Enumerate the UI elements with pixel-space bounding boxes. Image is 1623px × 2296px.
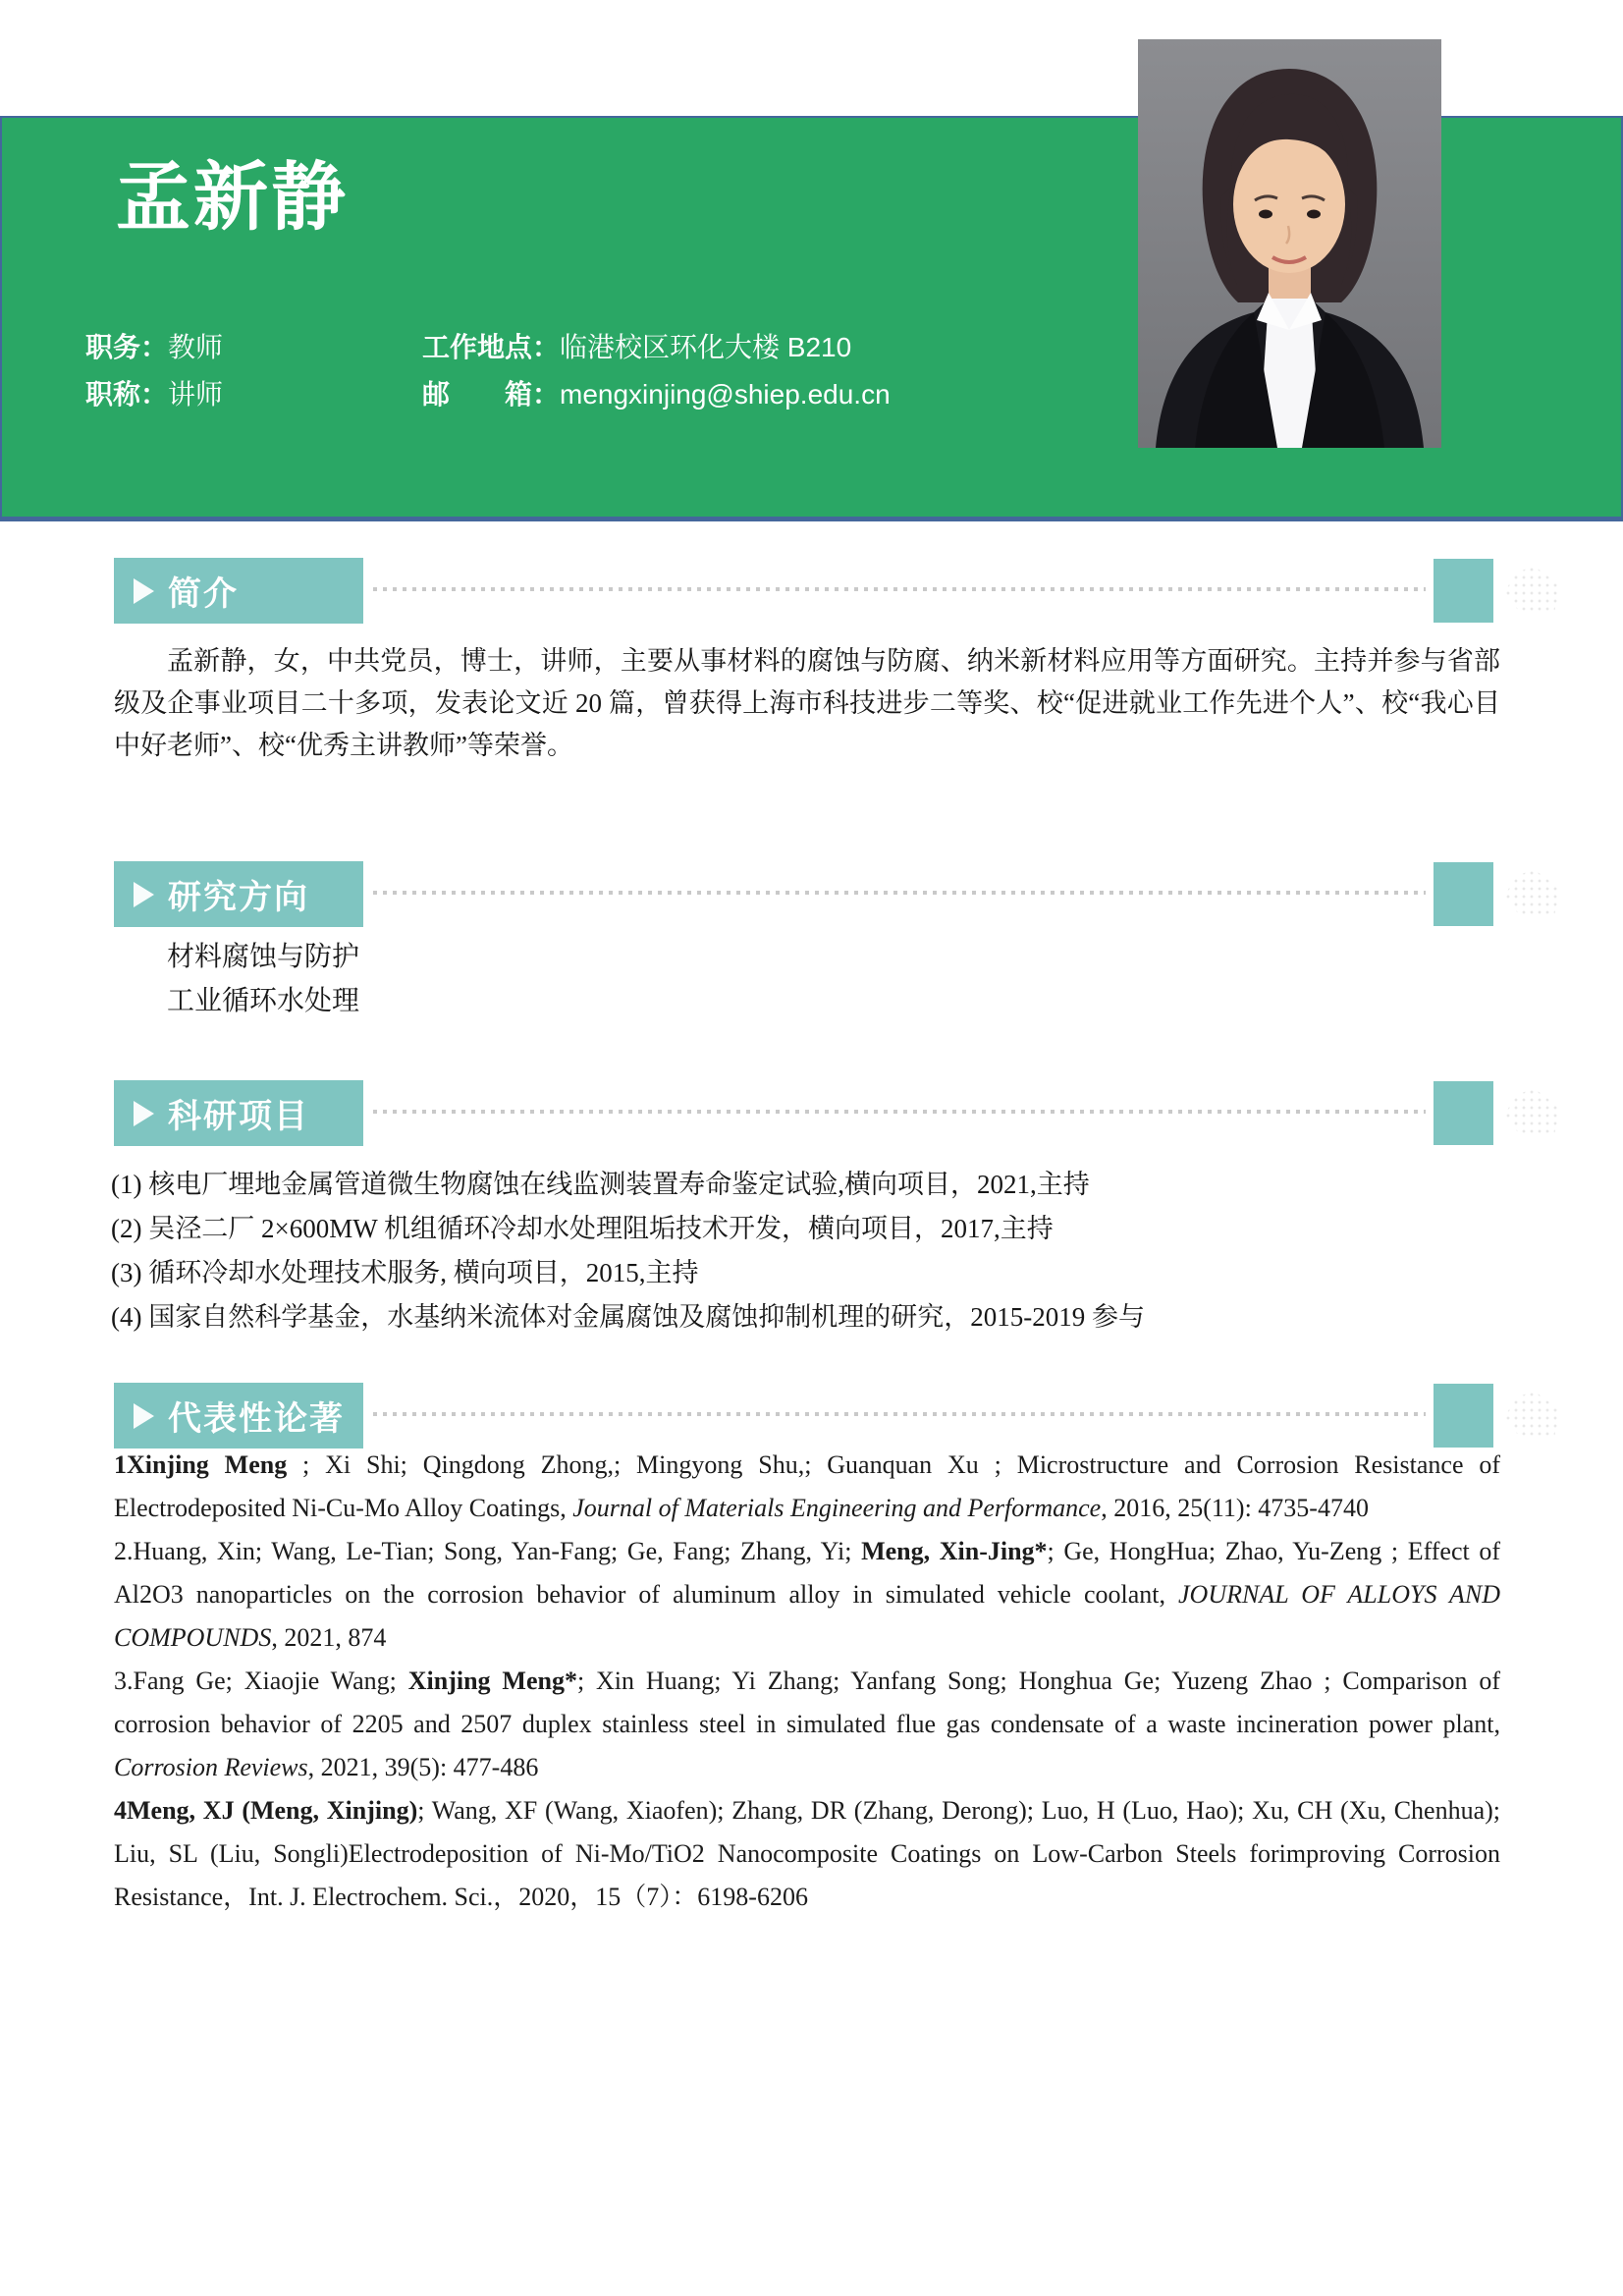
section-title-box-intro	[114, 558, 363, 624]
dotted-leader	[373, 587, 1426, 591]
field-rank-value: 讲师	[168, 379, 224, 410]
author-name-highlight: Xinjing Meng*	[407, 1667, 577, 1695]
project-item: (1) 核电厂埋地金属管道微生物腐蚀在线监测装置寿命鉴定试验,横向项目，2021,主持	[111, 1170, 1090, 1199]
journal-name: Journal of Materials Engineering and Performance	[572, 1494, 1102, 1522]
triangle-bullet-icon	[134, 578, 154, 604]
section-accent-square	[1434, 559, 1493, 623]
publication-entry	[114, 1530, 1500, 1660]
section-header-intro	[0, 558, 1623, 624]
project-item: (3) 循环冷却水处理技术服务, 横向项目，2015,主持	[111, 1258, 699, 1287]
publication-text: ; Wang, XF (Wang, Xiaofen); Zhang, DR (Zhang, Derong); Luo, H (Luo, Hao); Xu, CH (Xu, Chenhua); Liu, SL (Liu, Songli)Electrodeposition of Ni-Mo/TiO2 Nanocomposite Coatings on Low-Carbon Steels forimproving Corrosion Resistance，Int. J. Electrochem. Sci.，2020，15（7）：6198-6206	[114, 1796, 1500, 1911]
section-title-projects: 科研项目	[168, 1098, 309, 1135]
field-rank-label: 职称：	[85, 379, 169, 410]
triangle-bullet-icon	[134, 1101, 154, 1126]
journal-name: JOURNAL OF ALLOYS AND COMPOUNDS	[114, 1580, 1500, 1652]
field-office-value: 临港校区环化大楼 B210	[560, 332, 852, 362]
research-direction-item: 材料腐蚀与防护	[167, 942, 360, 972]
field-office-label: 工作地点：	[422, 332, 561, 362]
publication-list	[114, 1444, 1500, 1919]
publication-text: , 2021, 874	[271, 1623, 387, 1652]
author-name-highlight: Meng, Xin-Jing*	[861, 1537, 1048, 1565]
page-title: 孟新静	[116, 156, 349, 240]
project-item: (4) 国家自然科学基金，水基纳米流体对金属腐蚀及腐蚀抑制机理的研究，2015-2019 参与	[111, 1302, 1145, 1332]
dotted-leader	[373, 1412, 1426, 1416]
section-header-research	[0, 861, 1623, 927]
publication-text: 2.Huang, Xin; Wang, Le-Tian; Song, Yan-Fang; Ge, Fang; Zhang, Yi;	[114, 1537, 862, 1565]
dotted-leader	[373, 891, 1426, 895]
dotted-leader	[373, 1110, 1426, 1114]
section-accent-square	[1434, 1081, 1493, 1145]
field-rank	[85, 378, 223, 411]
publication-text: ; Ge, HongHua; Zhao, Yu-Zeng ; Effect of Al2O3 nanoparticles on the corrosion behavior of aluminum alloy in simulated vehicle coolant,	[114, 1537, 1500, 1609]
field-email-label: 邮 箱：	[422, 379, 561, 410]
field-email	[422, 378, 891, 411]
author-name-highlight: 1Xinjing Meng	[114, 1450, 288, 1479]
publication-entry	[114, 1789, 1500, 1919]
project-item: (2) 吴泾二厂 2×600MW 机组循环冷却水处理阻垢技术开发，横向项目，2017,主持	[111, 1214, 1054, 1243]
journal-name: Corrosion Reviews	[114, 1753, 308, 1781]
watermark-speckle-icon	[1504, 869, 1563, 918]
research-direction-item: 工业循环水处理	[167, 986, 360, 1016]
section-accent-square	[1434, 862, 1493, 926]
section-header-projects	[0, 1080, 1623, 1146]
project-list	[111, 1163, 1145, 1339]
field-position-value: 教师	[168, 332, 224, 362]
field-position	[85, 331, 223, 364]
section-accent-square	[1434, 1384, 1493, 1448]
profile-photo	[1138, 39, 1441, 448]
author-name-highlight: 4Meng, XJ (Meng, Xinjing)	[114, 1796, 418, 1825]
watermark-speckle-icon	[1504, 1391, 1563, 1440]
publication-text: ; Xin Huang; Yi Zhang; Yanfang Song; Honghua Ge; Yuzeng Zhao ; Comparison of corrosion behavior of 2205 and 2507 duplex stainless steel in simulated flue gas condensate of a waste incineration power plant,	[114, 1667, 1500, 1738]
triangle-bullet-icon	[134, 1403, 154, 1429]
publication-text: , 2021, 39(5): 477-486	[307, 1753, 539, 1781]
intro-paragraph: 孟新静，女，中共党员，博士，讲师，主要从事材料的腐蚀与防腐、纳米新材料应用等方面研究。主持并参与省部级及企事业项目二十多项，发表论文近 20 篇，曾获得上海市科技进步二等奖、校“促进就业工作先进个人”、校“我心目中好老师”、校“优秀主讲教师”等荣誉。	[114, 646, 1500, 760]
section-title-box-research	[114, 861, 363, 927]
section-title-research: 研究方向	[168, 879, 309, 916]
publication-entry	[114, 1444, 1500, 1530]
research-direction-list	[167, 935, 359, 1023]
publication-entry	[114, 1660, 1500, 1789]
field-position-label: 职务：	[85, 332, 169, 362]
field-email-value: mengxinjing@shiep.edu.cn	[560, 379, 891, 410]
section-title-publications: 代表性论著	[168, 1400, 345, 1438]
section-title-intro: 简介	[168, 575, 239, 613]
watermark-speckle-icon	[1504, 1088, 1563, 1137]
publication-text: , 2016, 25(11): 4735-4740	[1101, 1494, 1369, 1522]
field-office	[422, 331, 851, 364]
publication-text: ; Xi Shi; Qingdong Zhong,; Mingyong Shu,; Guanquan Xu ; Microstructure and Corrosion Resistance of Electrodeposited Ni-Cu-Mo Alloy Coatings,	[114, 1450, 1500, 1522]
triangle-bullet-icon	[134, 882, 154, 907]
watermark-speckle-icon	[1504, 566, 1563, 615]
publication-text: 3.Fang Ge; Xiaojie Wang;	[114, 1667, 408, 1695]
section-title-box-publications	[114, 1383, 363, 1449]
section-header-publications	[0, 1383, 1623, 1449]
section-title-box-projects	[114, 1080, 363, 1146]
